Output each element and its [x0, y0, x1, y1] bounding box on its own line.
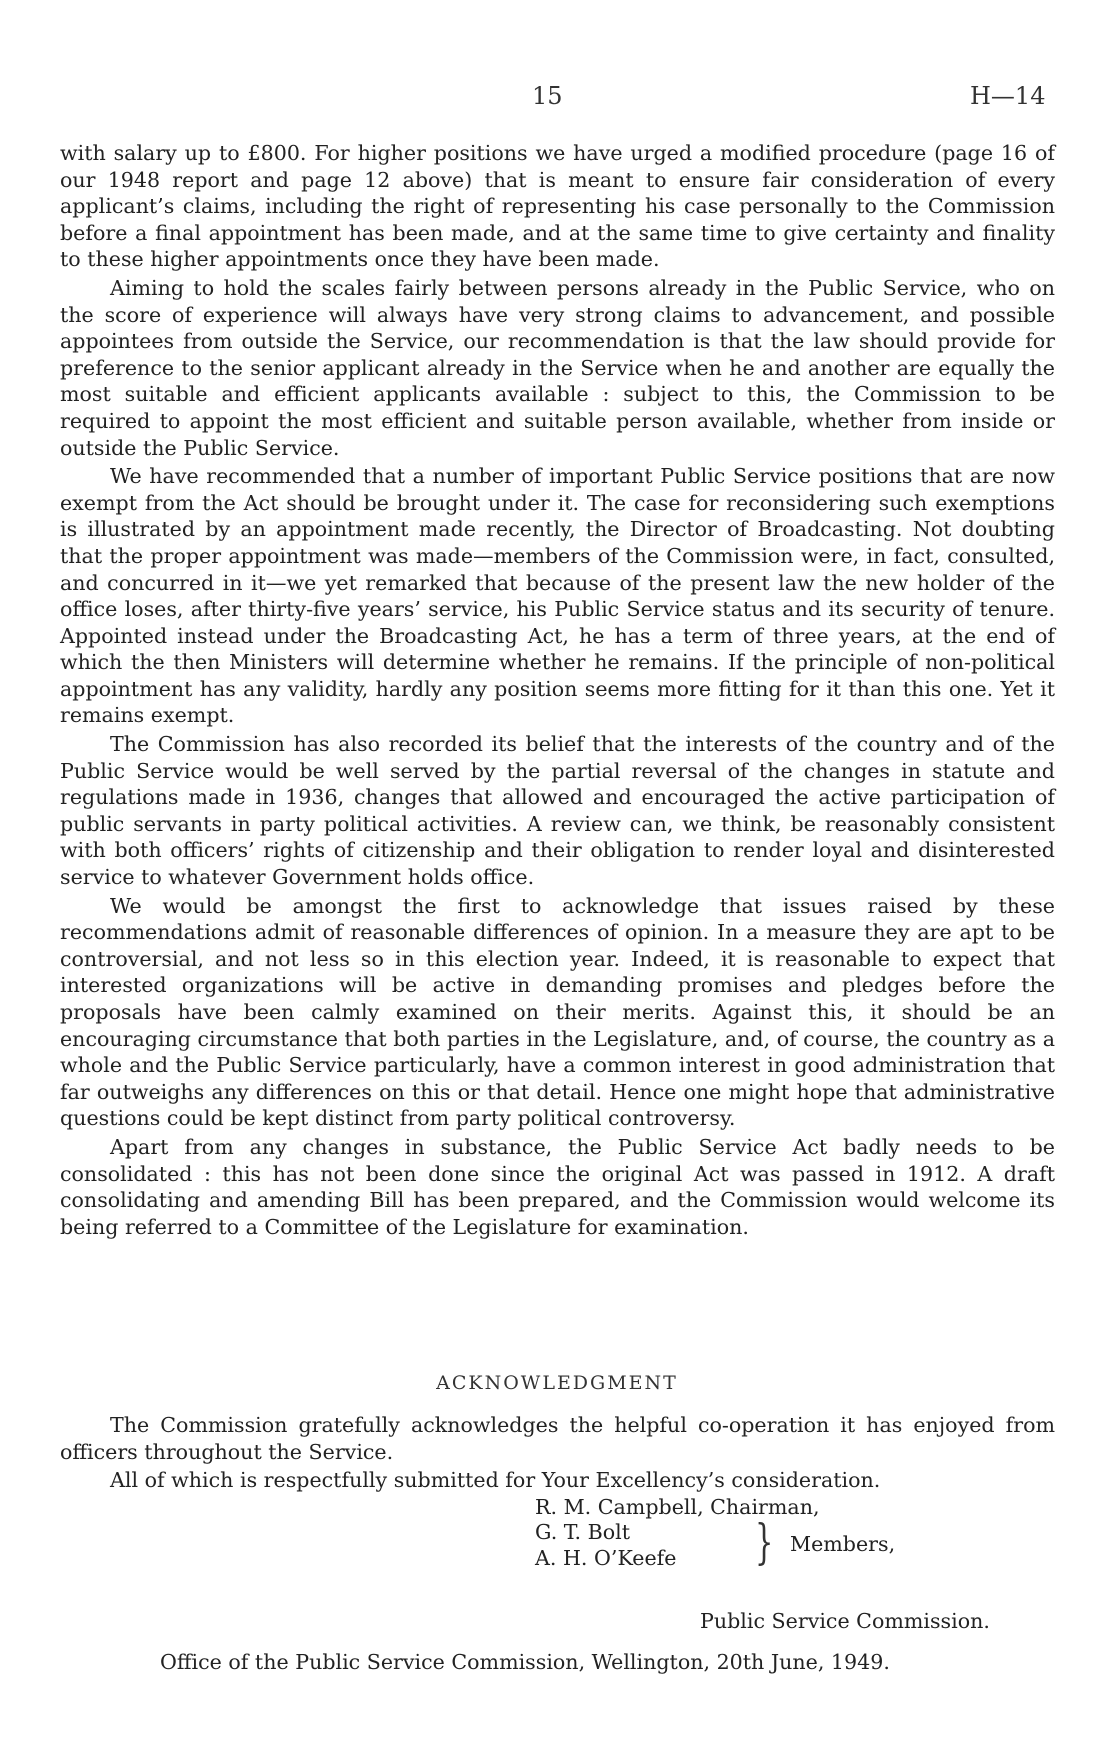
- paragraph: The Commission gratefully acknowledges the helpful co-operation it has enjoyed from officers throughout the Service.: [60, 1413, 1055, 1464]
- paragraph: Apart from any changes in substance, the Public Service Act badly needs to be consolidated : this has not been done since the original Act was passed in 1912. A draft consolidating and amending Bill has been prepared, and the Commission would welcome its being referred to a Committee of the Legislature for examination.: [60, 1134, 1055, 1239]
- acknowledgment-body: [60, 1412, 1055, 1496]
- place-date: Office of the Public Service Commission, Wellington, 20th June, 1949.: [160, 1650, 890, 1674]
- document-code: H—14: [970, 82, 1046, 110]
- paragraph: Aiming to hold the scales fairly between persons already in the Public Service, who on the score of experience will always have very strong claims to advancement, and possible appointees from outside the Service, our recommendation is that the law should provide for preference to the senior applicant already in the Service when he and another are equally the most suitable and efficient applicants available : subject to this, the Commission to be required to appoint the most efficient and suitable person available, whether from inside or outside the Public Service.: [60, 275, 1055, 460]
- paragraph: We have recommended that a number of important Public Service positions that are now exempt from the Act should be brought under it. The case for reconsidering such exemptions is illustrated by an appointment made recently, the Director of Broadcasting. Not doubting that the proper appointment was made—members of the Commission were, in fact, consulted, and concurred in it—we yet remarked that because of the present law the new holder of the office loses, after thirty-five years’ service, his Public Service status and its security of tenure. Appointed instead under the Broadcasting Act, he has a term of three years, at the end of which the then Ministers will determine whether he remains. If the principle of non-political appointment has any validity, hardly any position seems more fitting for it than this one. Yet it remains exempt.: [60, 464, 1055, 728]
- signature-member-okeefe: A. H. O’Keefe: [535, 1546, 677, 1570]
- brace-glyph: }: [755, 1514, 774, 1570]
- paragraph: All of which is respectfully submitted for Your Excellency’s consideration.: [110, 1468, 881, 1493]
- report-body: [60, 140, 1055, 1242]
- page-header: [0, 82, 1114, 112]
- acknowledgment-heading: ACKNOWLEDGMENT: [436, 1372, 678, 1394]
- members-label: Members,: [790, 1532, 896, 1556]
- signature-member-bolt: G. T. Bolt: [535, 1520, 631, 1544]
- signature-body: Public Service Commission.: [700, 1609, 990, 1633]
- signature-chairman: R. M. Campbell, Chairman,: [535, 1495, 820, 1519]
- page-number: 15: [532, 82, 563, 110]
- paragraph: We would be amongst the first to acknowledge that issues raised by these recommendations admit of reasonable differences of opinion. In a measure they are apt to be controversial, and not less so in this election year. Indeed, it is reasonable to expect that interested organizations will be active in demanding promises and pledges before the proposals have been calmly examined on their merits. Against this, it should be an encouraging circumstance that both parties in the Legislature, and, of course, the country as a whole and the Public Service particularly, have a common interest in good administration that far outweighs any differences on this or that detail. Hence one might hope that administrative questions could be kept distinct from party political controversy.: [60, 893, 1055, 1131]
- paragraph: with salary up to £800. For higher positions we have urged a modified procedure (page 16 of our 1948 report and page 12 above) that is meant to ensure fair consideration of every applicant’s claims, including the right of representing his case personally to the Commission before a final appointment has been made, and at the same time to give certainty and finality to these higher appointments once they have been made.: [60, 141, 1055, 272]
- paragraph: The Commission has also recorded its belief that the interests of the country and of the Public Service would be well served by the partial reversal of the changes in statute and regulations made in 1936, changes that allowed and encouraged the active participation of public servants in party political activities. A review can, we think, be reasonably consistent with both officers’ rights of citizenship and their obligation to render loyal and disinterested service to whatever Government holds office.: [60, 732, 1055, 890]
